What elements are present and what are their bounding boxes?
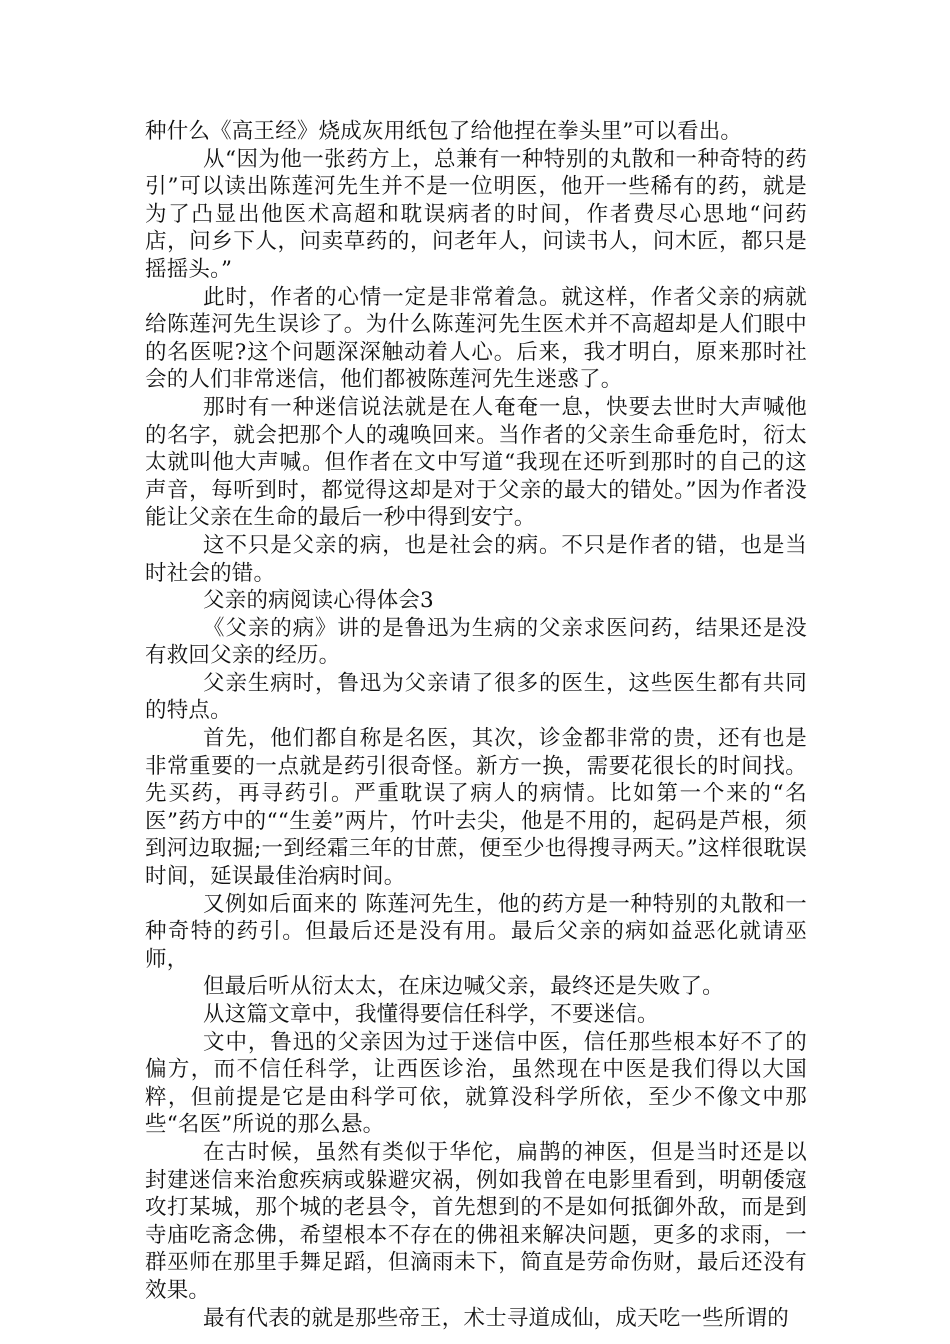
paragraph: 种什么《高王经》烧成灰用纸包了给他捏在拳头里”可以看出。: [145, 119, 743, 144]
paragraph: 这不只是父亲的病，也是社会的病。不只是作者的错，也是当时社会的错。: [145, 532, 807, 586]
paragraph: 《父亲的病》讲的是鲁迅为生病的父亲求医问药，结果还是没有救回父亲的经历。: [145, 615, 807, 669]
paragraph: 在古时候，虽然有类似于华佗，扁鹊的神医，但是当时还是以封建迷信来治愈疾病或躲避灾祸，例如我曾在电影里看到，明朝倭寇攻打某城，那个城的老县令，首先想到的不是如何抵御外敌，而是到寺庙吃斋念佛，希望根本不存在的佛祖来解决问题，更多的求雨，一群巫师在那里手舞足蹈，但滴雨未下，简直是劳命伤财，最后还没有效果。: [145, 1139, 807, 1303]
paragraph: 从这篇文章中，我懂得要信任科学，不要迷信。: [203, 1002, 659, 1027]
paragraph: 那时有一种迷信说法就是在人奄奄一息，快要去世时大声喊他的名字，就会把那个人的魂唤回来。当作者的父亲生命垂危时，衍太太就叫他大声喊。但作者在文中写道“我现在还听到那时的自己的这声音，每听到时，都觉得这却是对于父亲的最大的错处。”因为作者没能让父亲在生命的最后一秒中得到安宁。: [145, 394, 807, 531]
document-body: [145, 118, 807, 1332]
paragraph: 又例如后面来的 陈莲河先生，他的药方是一种特别的丸散和一种奇特的药引。但最后还是没有用。最后父亲的病如益恶化就请巫师，: [145, 891, 807, 972]
paragraph: 但最后听从衍太太，在床边喊父亲，最终还是失败了。: [203, 974, 724, 1000]
paragraph: 从“因为他一张药方上，总兼有一种特别的丸散和一种奇特的药引”可以读出陈莲河先生并不是一位明医，他开一些稀有的药，就是为了凸显出他医术高超和耽误病者的时间，作者费尽心思地“问药店，问乡下人，问卖草药的，问老年人，问读书人，问木匠，都只是摇摇头。”: [145, 146, 807, 282]
paragraph: 父亲生病时，鲁迅为父亲请了很多的医生，这些医生都有共同的特点。: [145, 670, 807, 724]
paragraph: 此时，作者的心情一定是非常着急。就这样，作者父亲的病就给陈莲河先生误诊了。为什么陈莲河先生医术并不高超却是人们眼中的名医呢?这个问题深深触动着人心。后来，我才明白，原来那时社会的人们非常迷信，他们都被陈莲河先生迷惑了。: [145, 284, 807, 393]
paragraph: 文中，鲁迅的父亲因为过于迷信中医，信任那些根本好不了的偏方，而不信任科学，让西医诊治，虽然现在中医是我们得以大国粹，但前提是它是由科学可依，就算没科学所依，至少不像文中那些“名医”所说的那么悬。: [145, 1029, 807, 1138]
section-heading: 父亲的病阅读心得体会3: [203, 588, 434, 614]
paragraph: 首先，他们都自称是名医，其次，诊金都非常的贵，还有也是非常重要的一点就是药引很奇怪。新方一换，需要花很长的时间找。先买药，再寻药引。严重耽误了病人的病情。比如第一个来的“名医”药方中的““生姜”两片，竹叶去尖，他是不用的，起码是芦根，须到河边取掘;一到经霜三年的甘蔗，便至少也得搜寻两天。”这样很耽误时间，延误最佳治病时间。: [145, 726, 807, 890]
paragraph: 最有代表的就是那些帝王，术士寻道成仙，成天吃一些所谓的: [203, 1305, 789, 1331]
